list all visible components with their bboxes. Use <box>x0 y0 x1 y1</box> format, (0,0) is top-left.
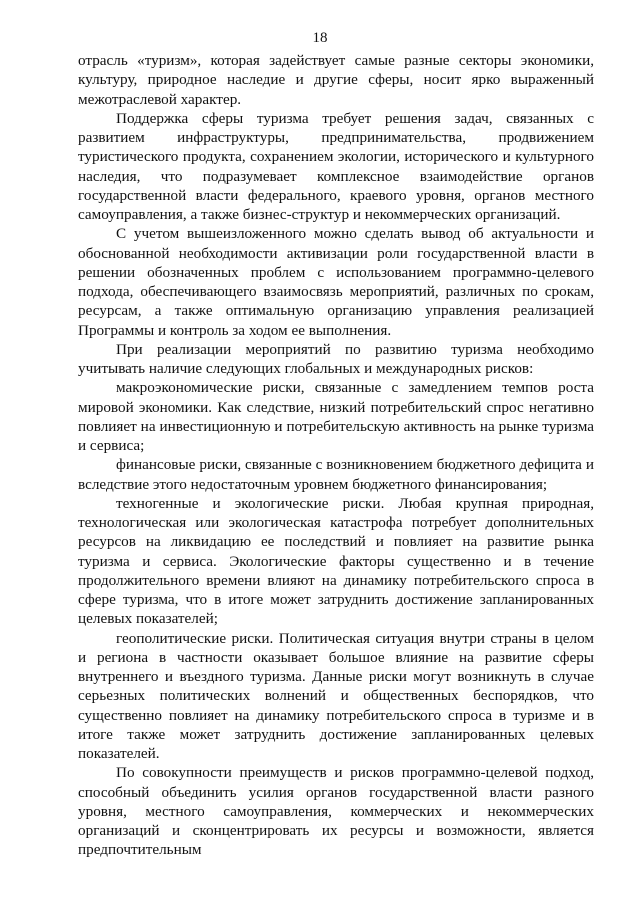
paragraph-9: По совокупности преимуществ и рисков программно-целевой подход, способный объединить усилия органов государственной власти разного уровня, местного самоуправления, коммерческих и некоммерческих организаций и сконцентрировать их ресурсы и возможности, является предпочтительным <box>78 764 594 859</box>
paragraph-1: отрасль «туризм», которая задействует самые разные секторы экономики, культуру, природное наследие и другие сферы, носит ярко выраженный межотраслевой характер. <box>78 52 594 108</box>
document-body <box>78 51 594 860</box>
paragraph-6: финансовые риски, связанные с возникновением бюджетного дефицита и вследствие этого недостаточным уровнем бюджетного финансирования; <box>78 456 594 493</box>
paragraph-7: техногенные и экологические риски. Любая крупная природная, технологическая или экологическая катастрофа потребует дополнительных ресурсов на ликвидацию ее последствий и повлияет на развитие рынка туризма и сервиса. Экологические факторы существенно и в течение продолжительного времени влияют на динамику потребительского спроса в сфере туризма, что в итоге может затруднить достижение запланированных целевых показателей; <box>78 494 594 628</box>
paragraph-8: геополитические риски. Политическая ситуация внутри страны в целом и региона в частности оказывает большое влияние на развитие сферы внутреннего и въездного туризма. Данные риски могут возникнуть в случае серьезных политических волнений и общественных беспорядков, что существенно повлияет на динамику потребительского спроса в туризме и в итоге также может затруднить достижение запланированных целевых показателей. <box>78 629 594 762</box>
page-number: 18 <box>312 30 328 46</box>
paragraph-3: С учетом вышеизложенного можно сделать вывод об актуальности и обоснованной необходимости активизации роли государственной власти в решении обозначенных проблем с использованием программно-целевого подхода, обеспечивающего взаимосвязь мероприятий, различных по срокам, ресурсам, а также оптимальную организацию управления реализацией Программы и контроль за ходом ее выполнения. <box>78 225 594 339</box>
paragraph-5: макроэкономические риски, связанные с замедлением темпов роста мировой экономики. Как следствие, низкий потребительский спрос негативно повлияет на инвестиционную и потребительскую активность на рынке туризма и сервиса; <box>78 379 594 454</box>
paragraph-2: Поддержка сферы туризма требует решения задач, связанных с развитием инфраструктуры, предпринимательства, продвижением туристического продукта, сохранением экологии, исторического и культурного наследия, что подразумевает комплексное взаимодействие органов государственной власти федерального, краевого уровня, органов местного самоуправления, а также бизнес-структур и некоммерческих организаций. <box>78 109 594 223</box>
paragraph-4: При реализации мероприятий по развитию туризма необходимо учитывать наличие следующих глобальных и международных рисков: <box>78 340 594 377</box>
